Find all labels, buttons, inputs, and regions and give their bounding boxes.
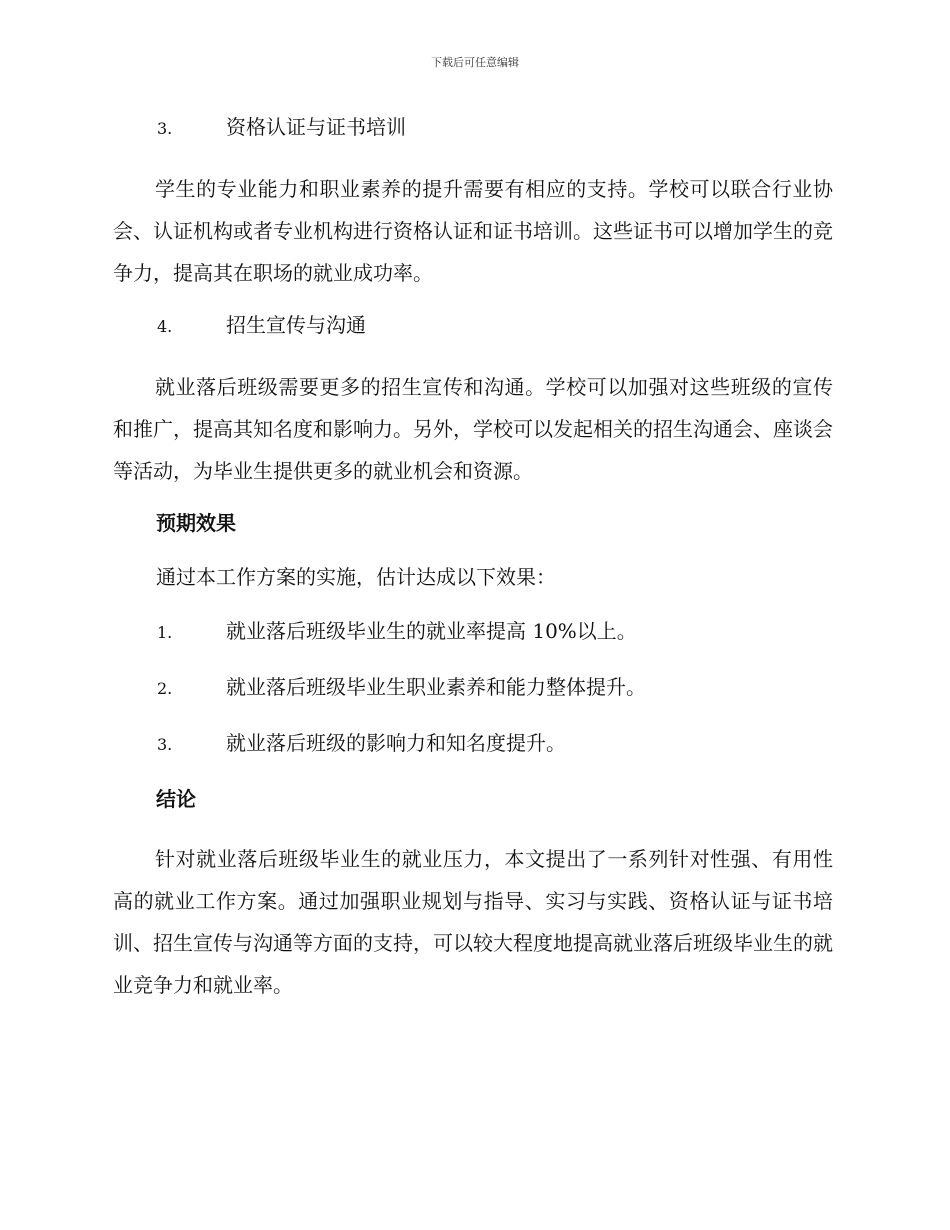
section-number: 4. (157, 317, 173, 336)
section-paragraph: 就业落后班级需要更多的招生宣传和沟通。学校可以加强对这些班级的宣传和推广，提高其知名度和影响力。另外，学校可以发起相关的招生沟通会、座谈会等活动，为毕业生提供更多的就业机会和资源。 (113, 375, 833, 483)
effect-number: 1. (157, 623, 173, 642)
section-number: 3. (157, 119, 173, 138)
section-heading-4 (113, 310, 833, 342)
effects-heading: 预期效果 (156, 511, 236, 535)
section-title: 招生宣传与沟通 (226, 313, 366, 337)
section-title: 资格认证与证书培训 (226, 115, 406, 139)
section-paragraph: 学生的专业能力和职业素养的提升需要有相应的支持。学校可以联合行业协会、认证机构或者专业机构进行资格认证和证书培训。这些证书可以增加学生的竞争力，提高其在职场的就业成功率。 (113, 177, 833, 285)
section-heading-3 (113, 112, 833, 144)
effect-item (113, 616, 833, 648)
effect-item (113, 728, 833, 760)
effect-number: 2. (157, 679, 173, 698)
document-body (113, 112, 833, 1022)
effect-number: 3. (157, 735, 173, 754)
conclusion-heading: 结论 (156, 787, 196, 811)
effect-text: 就业落后班级的影响力和知名度提升。 (226, 731, 566, 755)
effects-intro: 通过本工作方案的实施，估计达成以下效果： (156, 565, 556, 589)
effect-item (113, 672, 833, 704)
header-note: 下载后可任意编辑 (431, 56, 519, 69)
conclusion-paragraph: 针对就业落后班级毕业生的就业压力，本文提出了一系列针对性强、有用性高的就业工作方案。通过加强职业规划与指导、实习与实践、资格认证与证书培训、招生宣传与沟通等方面的支持，可以较大程度地提高就业落后班级毕业生的就业竞争力和就业率。 (113, 847, 833, 997)
effect-text: 就业落后班级毕业生的就业率提高 10%以上。 (226, 619, 637, 643)
effect-text: 就业落后班级毕业生职业素养和能力整体提升。 (226, 675, 646, 699)
